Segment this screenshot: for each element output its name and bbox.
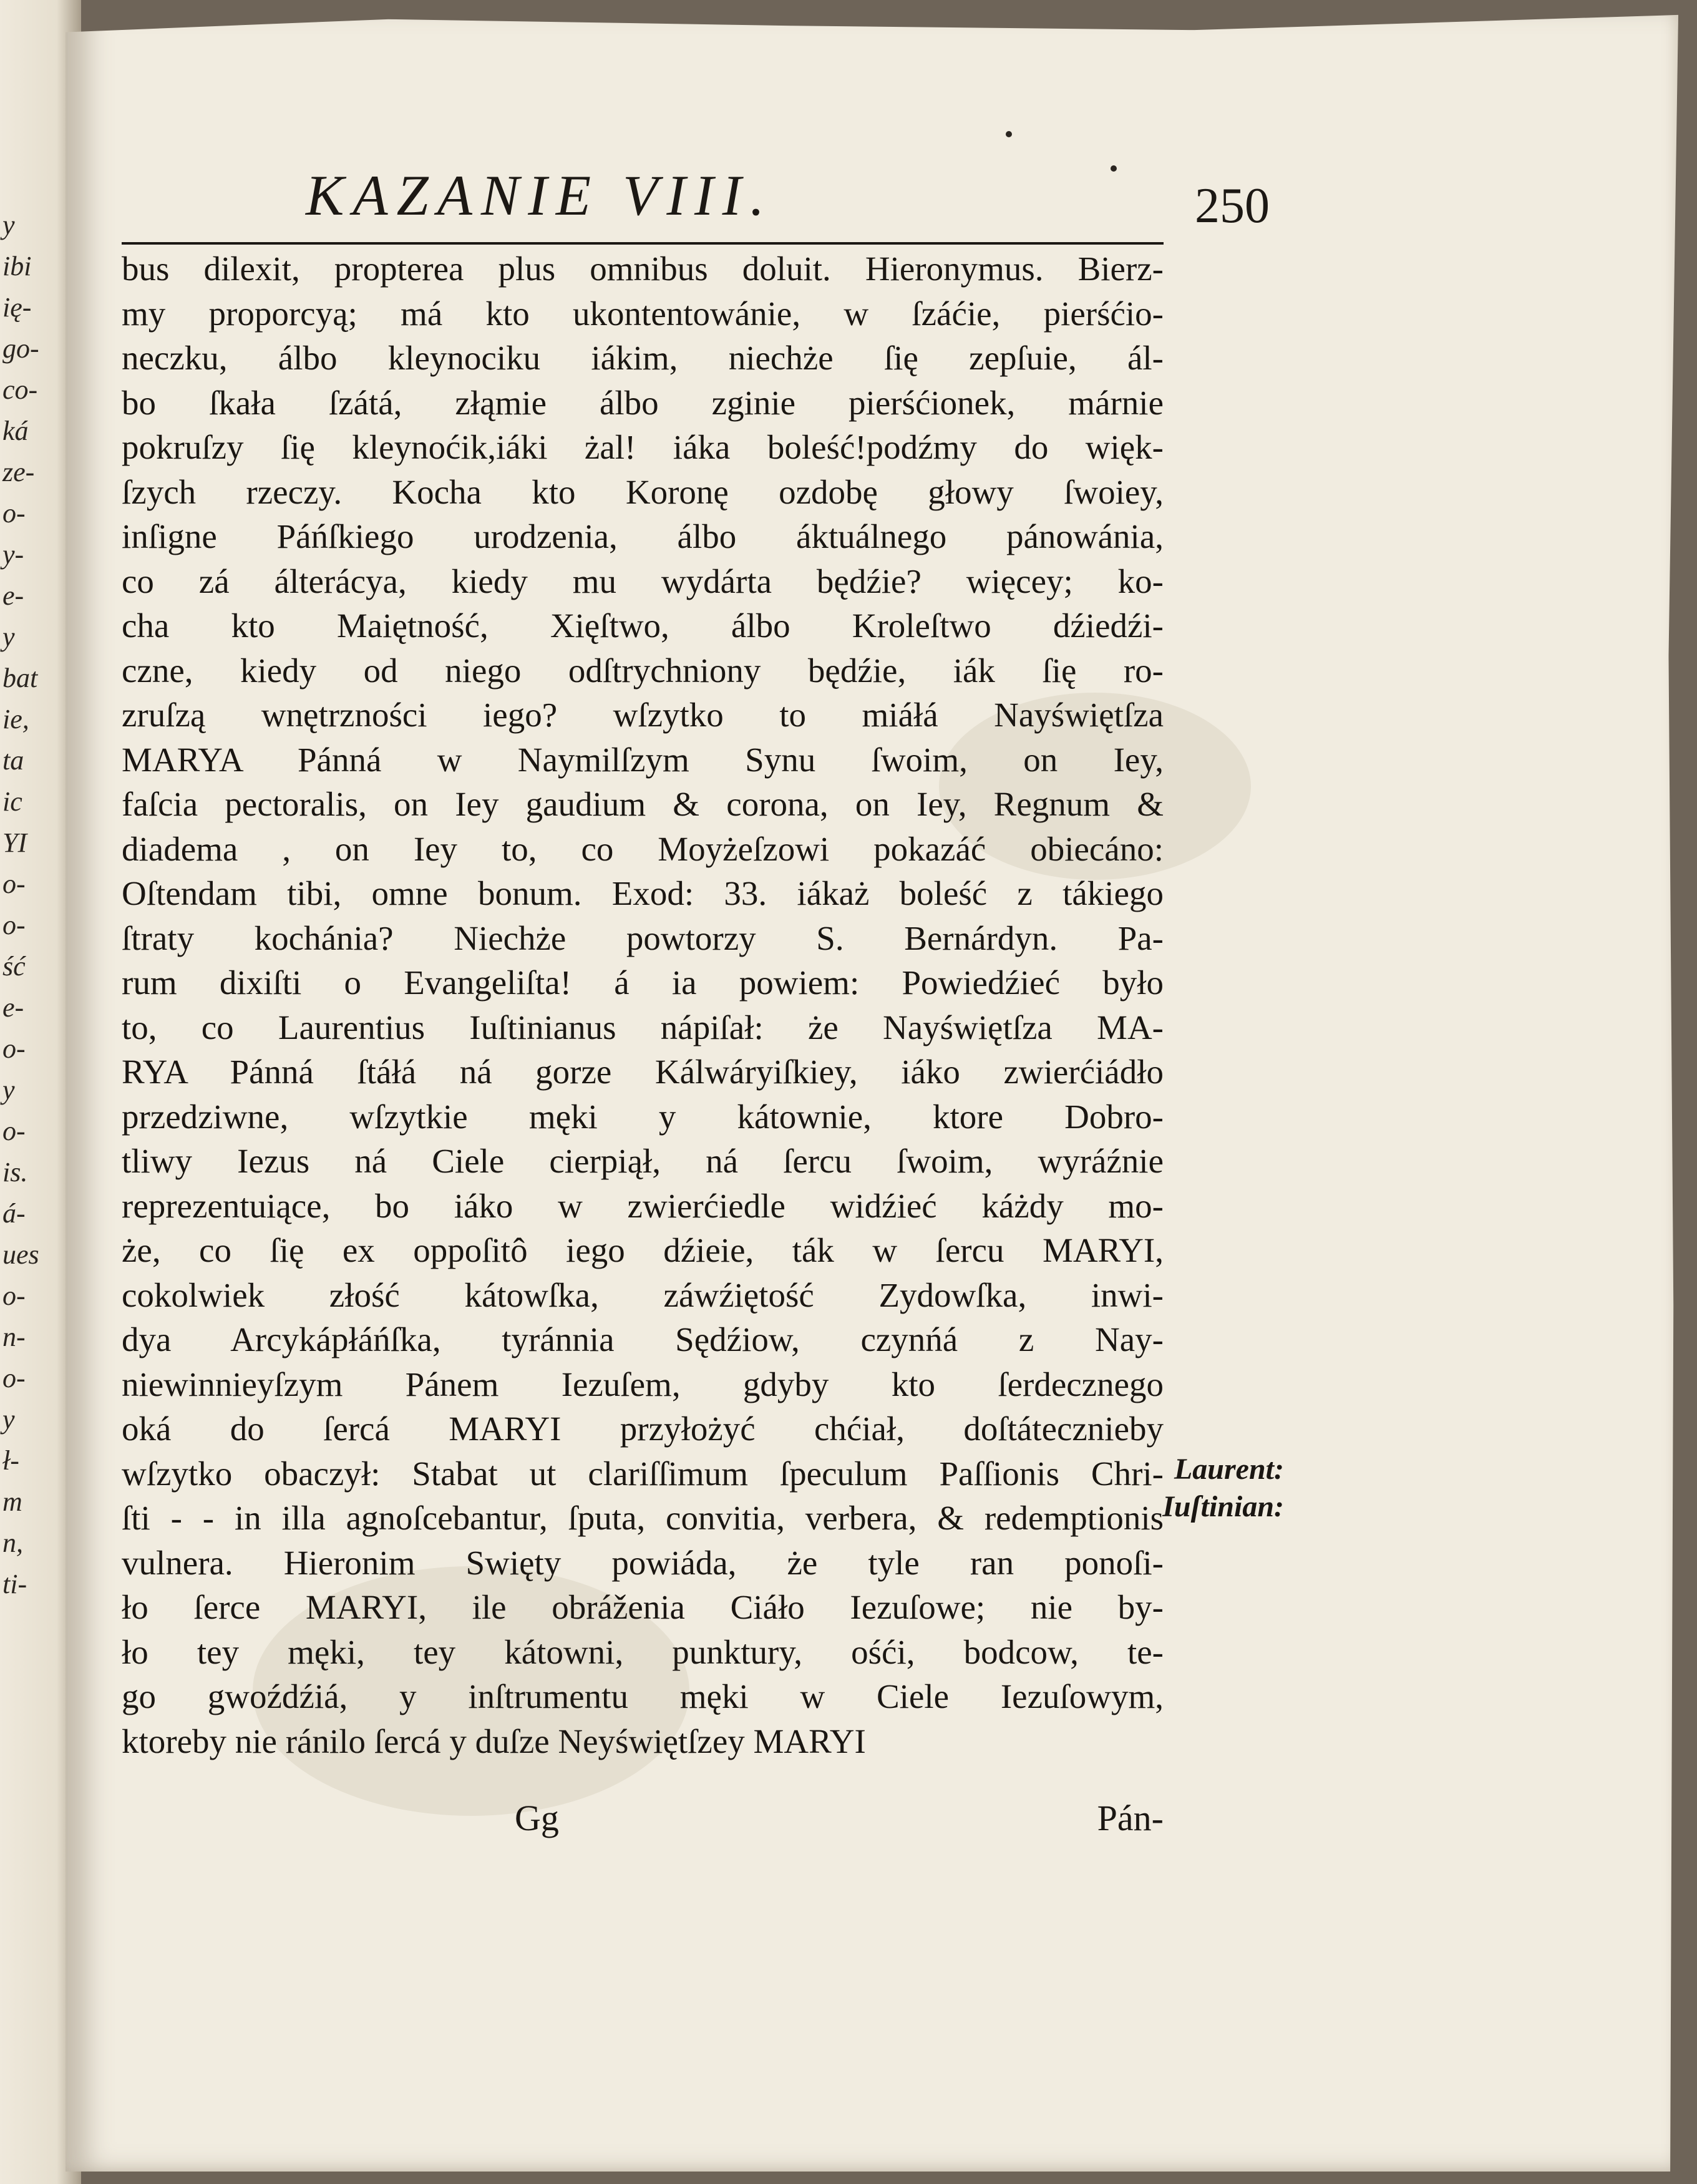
left-page-fragment: y [2,1404,15,1435]
body-text [122,246,1164,1763]
text-line: oká do ſercá MARYI przyłożyć chćiał, doſtátecznieby [122,1410,1164,1448]
ink-speck [1006,131,1012,137]
text-line: RYA Pánná ſtáłá ná gorze Kálwáryiſkiey, iáko zwierćiádło [122,1053,1164,1091]
left-page-fragment: o- [2,1116,26,1146]
text-line: vulnera. Hieronim Swięty powiáda, że tyle ran ponoſi- [122,1543,1164,1582]
text-line: faſcia pectoralis, on Iey gaudium & corona, on Iey, Regnum & [122,785,1164,823]
left-page-fragment: o- [2,869,26,899]
text-line: ktoreby nie ránilo ſercá y duſze Neyświętſzey MARYI [122,1722,866,1760]
text-line: bo ſkała ſzátá, złąmie álbo zginie pierśćionek, márnie [122,383,1164,422]
left-page-fragment: m [2,1486,22,1517]
text-line: Oſtendam tibi, omne bonum. Exod: 33. iákaż boleść z tákiego [122,874,1164,912]
left-page-fragment: y- [2,539,24,570]
left-page-fragment: ł- [2,1445,19,1476]
text-line: zruſzą wnętrzności iego? wſzytko to miáłá Nayświętſza [122,696,1164,734]
text-line: niewinnieyſzym Pánem Iezuſem, gdyby kto ſerdecznego [122,1365,1164,1403]
text-line: pokruſzy ſię kleynoćik,iáki żal! iáka boleść!podźmy do więk- [122,428,1164,466]
text-line: czne, kiedy od niego odſtrychniony będźie, iák ſię ro- [122,651,1164,690]
left-page-fragment: ie, [2,704,29,734]
left-page-fragment: e- [2,580,24,611]
text-line: neczku, álbo kleynociku iákim, niechże ſię zepſuie, ál- [122,339,1164,377]
left-page-fragment: n, [2,1528,23,1558]
text-line: reprezentuiące, bo iáko w zwierćiedle widźieć káżdy mo- [122,1186,1164,1225]
left-page-fragment: ibi [2,251,32,281]
text-line: to, co Laurentius Iuſtinianus nápiſał: że Nayświętſza MA- [122,1008,1164,1046]
left-page-fragment: ic [2,786,22,817]
text-line: bus dilexit, propterea plus omnibus doluit. Hieronymus. Bierz- [122,250,1164,288]
text-line: ło ſerce MARYI, ile obráženia Ciáło Iezuſowe; nie by- [122,1588,1164,1626]
text-line: cha kto Maiętność, Xięſtwo, álbo Kroleſtwo dźiedźi- [122,607,1164,645]
left-page-fragment: n- [2,1322,26,1352]
left-page-fragment: bat [2,663,38,693]
text-line: co zá álterácya, kiedy mu wydárta będźie? więcey; ko- [122,562,1164,600]
left-page-fragment: o- [2,1033,26,1064]
left-page-fragment: ta [2,745,24,776]
left-page-fragment: y [2,1075,15,1105]
left-page-fragment: ti- [2,1569,27,1599]
text-line: diadema , on Iey to, co Moyżeſzowi pokazáć obiecáno: [122,829,1164,868]
text-line: tliwy Iezus ná Ciele cierpiął, ná ſercu ſwoim, wyráźnie [122,1142,1164,1180]
footer [122,1797,1164,1847]
left-page-fragment: y [2,622,15,652]
left-page-fragment: ię- [2,292,32,323]
text-line: ſti - - in illa agnoſcebantur, ſputa, convitia, verbera, & redemptionis [122,1499,1164,1537]
left-page-fragment: á- [2,1198,26,1229]
text-line: ło tey męki, tey kátowni, punktury, ośći, bodcow, te- [122,1632,1164,1671]
left-page-fragment: o- [2,910,26,940]
ink-speck [1111,165,1117,172]
left-page-fragment: y [2,210,15,240]
text-line: cokolwiek złość kátowſka, záwźiętość Zydowſka, inwi- [122,1275,1164,1314]
text-line: go gwoźdźiá, y inſtrumentu męki w Ciele Iezuſowym, [122,1677,1164,1715]
text-line: dya Arcykápłáńſka, tyránnia Sędźiow, czynńá z Nay- [122,1320,1164,1358]
page-number: 250 [1195,178,1270,233]
margin-note-line: Iuſtinian: [1162,1490,1284,1523]
text-line: my proporcyą; má kto ukontentowánie, w ſzáćie, pierśćio- [122,294,1164,333]
text-line: wſzytko obaczył: Stabat ut clariſſimum ſpeculum Paſſionis Chri- [122,1454,1164,1493]
margin-note [1153,1451,1284,1526]
text-line: MARYA Pánná w Naymilſzym Synu ſwoim, on Iey, [122,740,1164,779]
left-page-fragment: e- [2,992,24,1023]
left-page-fragment: is. [2,1157,28,1187]
left-page-fragment: go- [2,333,39,364]
left-page-fragment: o- [2,498,26,529]
left-page-fragment: co- [2,374,38,405]
margin-note-line: Laurent: [1174,1453,1284,1486]
left-page-fragment: o- [2,1363,26,1393]
text-line: ſzych rzeczy. Kocha kto Koronę ozdobę głowy ſwoiey, [122,472,1164,511]
text-line: przedziwne, wſzytkie męki y kátownie, ktore Dobro- [122,1097,1164,1136]
signature-mark: Gg [515,1798,559,1838]
left-page-fragment: ze- [2,457,35,487]
text-line: ſtraty kochánia? Niechże powtorzy S. Bernárdyn. Pa- [122,919,1164,957]
running-header: KAZANIE VIII. [306,163,774,227]
left-page-fragment: o- [2,1280,26,1311]
left-page-fragment: YI [2,827,27,858]
text-line: inſigne Páńſkiego urodzenia, álbo áktuálnego pánowánia, [122,517,1164,555]
text-line: że, co ſię ex oppoſitô iego dźieie, ták w ſercu MARYI, [122,1231,1164,1269]
left-page-fragment: ká [2,416,29,446]
left-page-fragment: ues [2,1239,39,1270]
header-rule [122,242,1164,245]
catchword: Pán- [1097,1798,1164,1838]
left-page-fragment: ść [2,951,26,982]
text-line: rum dixiſti o Evangeliſta! á ia powiem: Powiedźieć było [122,963,1164,1002]
